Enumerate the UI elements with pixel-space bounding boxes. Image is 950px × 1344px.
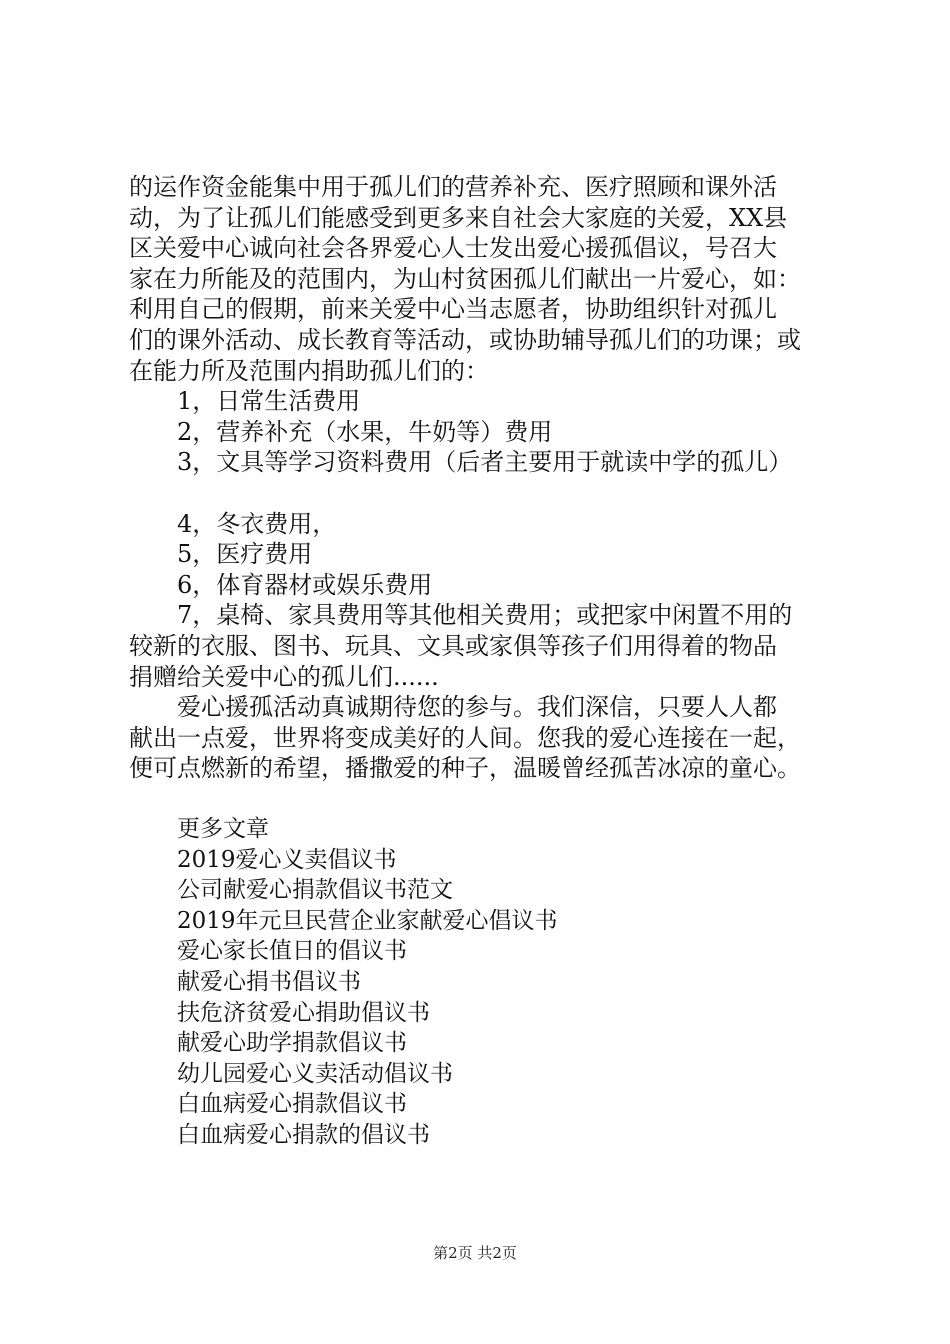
more-articles-heading: 更多文章: [177, 816, 269, 842]
list-item-2: 2，营养补充（水果，牛奶等）费用: [177, 417, 553, 446]
article-link[interactable]: 2019爱心义卖倡议书: [177, 846, 397, 873]
blank-line: [129, 478, 849, 509]
list-item-7: 7，桌椅、家具费用等其他相关费用；或把家中闲置不用的: [177, 601, 793, 630]
paragraph-line: 家在力所能及的范围内，为山村贫困孤儿们献出一片爱心，如：: [129, 264, 801, 293]
article-link[interactable]: 爱心家长值日的倡议书: [177, 938, 407, 965]
article-link[interactable]: 扶危济贫爱心捐助倡议书: [177, 999, 430, 1026]
more-articles-section: [177, 814, 777, 1151]
article-link[interactable]: 献爱心捐书倡议书: [177, 968, 361, 995]
article-link[interactable]: 2019年元旦民营企业家献爱心倡议书: [177, 907, 558, 934]
paragraph-line: 利用自己的假期，前来关爱中心当志愿者，协助组织针对孤儿: [129, 295, 777, 324]
closing-paragraph-line: 献出一点爱，世界将变成美好的人间。您我的爱心连接在一起，: [129, 723, 801, 752]
paragraph-line: 在能力所及范围内捐助孤儿们的：: [129, 356, 489, 385]
article-link[interactable]: 白血病爱心捐款倡议书: [177, 1091, 407, 1118]
list-item-4: 4，冬衣费用，: [177, 509, 337, 538]
article-link[interactable]: 公司献爱心捐款倡议书范文: [177, 877, 453, 904]
paragraph-line: 们的课外活动、成长教育等活动，或协助辅导孤儿们的功课；或: [129, 325, 801, 354]
closing-paragraph-line: 爱心援孤活动真诚期待您的参与。我们深信，只要人人都: [177, 693, 777, 722]
list-item-1: 1，日常生活费用: [177, 387, 361, 416]
list-item-5: 5，医疗费用: [177, 540, 313, 569]
list-item-3: 3，文具等学习资料费用（后者主要用于就读中学的孤儿）: [177, 448, 793, 477]
closing-paragraph-line: 便可点燃新的希望，播撒爱的种子，温暖曾经孤苦冰凉的童心。: [129, 754, 801, 783]
paragraph-line: 动，为了让孤儿们能感受到更多来自社会大家庭的关爱，XX县: [129, 203, 788, 232]
list-item-6: 6，体育器材或娱乐费用: [177, 570, 433, 599]
paragraph-line: 的运作资金能集中用于孤儿们的营养补充、医疗照顾和课外活: [129, 173, 777, 201]
page-number-indicator: 第2页 共2页: [433, 1244, 517, 1262]
article-link[interactable]: 献爱心助学捐款倡议书: [177, 1030, 407, 1057]
article-link[interactable]: 白血病爱心捐款的倡议书: [177, 1121, 430, 1148]
list-item-7-continuation: 较新的衣服、图书、玩具、文具或家俱等孩子们用得着的物品: [129, 631, 777, 660]
paragraph-line: 区关爱中心诚向社会各界爱心人士发出爱心援孤倡议，号召大: [129, 234, 777, 263]
document-body: [129, 172, 849, 784]
list-item-7-continuation: 捐赠给关爱中心的孤儿们......: [129, 662, 439, 691]
page-footer: [0, 1242, 950, 1263]
article-link[interactable]: 幼儿园爱心义卖活动倡议书: [177, 1060, 453, 1087]
